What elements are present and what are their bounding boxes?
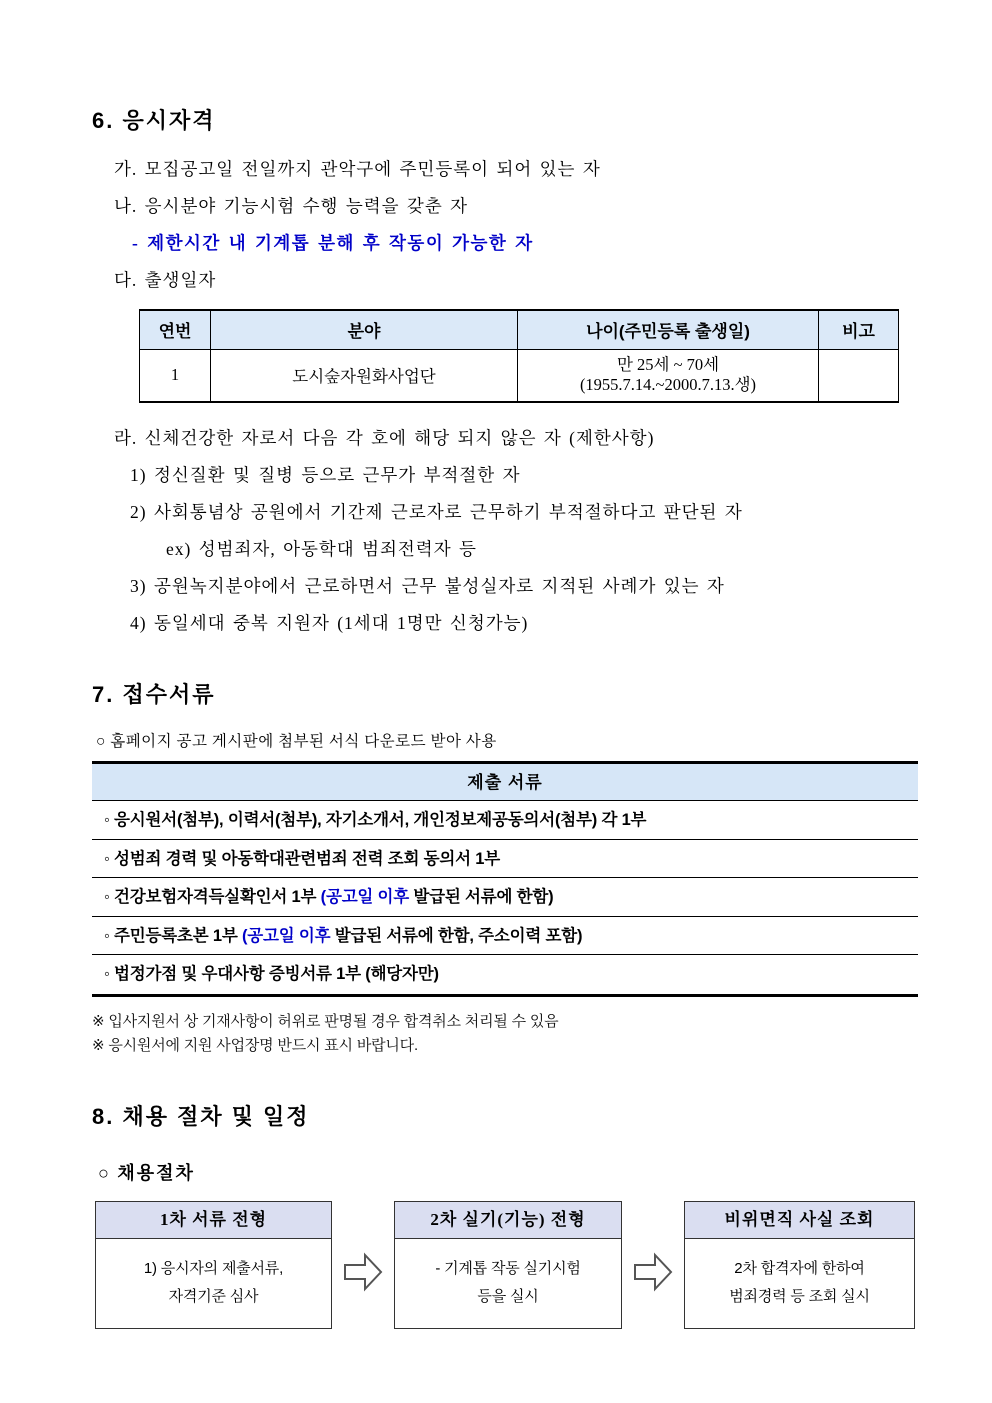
flow-step-2-line1: - 기계톱 작동 실기시험 — [435, 1260, 581, 1277]
row-text: ◦ 법정가점 및 우대사항 증빙서류 1부 (해당자만) — [104, 965, 439, 983]
submission-row-2 — [92, 840, 918, 879]
birthdate-table-header-row — [140, 310, 899, 349]
restriction-2-example: ex) 성범죄자, 아동학대 범죄전력자 등 — [166, 539, 477, 559]
row-text-blue: (공고일 이후 — [241, 926, 331, 945]
row-text-post: 발급된 서류에 한함) — [409, 888, 554, 906]
submission-table-header: 제출 서류 — [92, 764, 918, 801]
row-text: ◦ 주민등록초본 1부 — [104, 926, 242, 945]
row-text: ◦ 성범죄 경력 및 아동학대관련범죄 전력 조회 동의서 1부 — [104, 849, 500, 868]
birthdate-table — [139, 309, 899, 403]
flow-step-1 — [95, 1201, 332, 1329]
col-header-age: 나이(주민등록 출생일) — [518, 310, 819, 349]
submission-row-5 — [92, 955, 918, 994]
note-2: ※ 응시원서에 지원 사업장명 반드시 표시 바랍니다. — [92, 1036, 418, 1054]
right-arrow-icon — [633, 1250, 673, 1294]
eligibility-item-ra: 라. 신체건강한 자로서 다음 각 호에 해당 되지 않은 자 (제한사항) — [114, 428, 655, 448]
restriction-2: 2) 사회통념상 공원에서 기간제 근로자로 근무하기 부적절하다고 판단된 자 — [130, 502, 743, 522]
flow-step-2-line2: 등을 실시 — [477, 1288, 539, 1305]
col-header-note: 비고 — [819, 310, 899, 349]
cell-no: 1 — [140, 349, 211, 402]
row-text-blue: (공고일 이후 — [320, 888, 410, 906]
flow-step-1-header: 1차 서류 전형 — [96, 1202, 331, 1239]
row-text: ◦ 건강보험자격득실확인서 1부 — [104, 888, 321, 906]
restriction-1: 1) 정신질환 및 질병 등으로 근무가 부적절한 자 — [130, 465, 521, 485]
recruitment-process-flow — [95, 1201, 918, 1329]
cell-age — [518, 349, 819, 402]
submission-row-4 — [92, 917, 918, 956]
eligibility-item-ga: 가. 모집공고일 전일까지 관악구에 주민등록이 되어 있는 자 — [114, 159, 601, 179]
submission-row-3 — [92, 878, 918, 917]
eligibility-item-na: 나. 응시분야 기능시험 수행 능력을 갖춘 자 — [114, 196, 469, 216]
cell-age-line2: (1955.7.14.~2000.7.13.생) — [579, 375, 757, 395]
flow-step-3-line2: 범죄경력 등 조회 실시 — [729, 1288, 870, 1305]
flow-step-1-line1: 1) 응시자의 제출서류, — [143, 1260, 284, 1277]
flow-step-2-header: 2차 실기(기능) 전형 — [395, 1202, 621, 1239]
flow-step-2 — [394, 1201, 622, 1329]
flow-step-2-body — [395, 1239, 621, 1328]
eligibility-item-na-sub: - 제한시간 내 기계톱 분해 후 작동이 가능한 자 — [132, 233, 534, 253]
row-text: ◦ 응시원서(첨부), 이력서(첨부), 자기소개서, 개인정보제공동의서(첨부) 각 1부 — [104, 811, 647, 829]
section8-title: 8. 채용 절차 및 일정 — [92, 1103, 310, 1129]
restriction-4: 4) 동일세대 중복 지원자 (1세대 1명만 신청가능) — [130, 613, 529, 633]
flow-step-3-body — [685, 1239, 914, 1328]
col-header-field: 분야 — [211, 310, 518, 349]
flow-step-1-line2: 자격기준 심사 — [168, 1288, 259, 1305]
submission-documents-table — [92, 761, 918, 997]
cell-note — [819, 349, 899, 402]
table-row — [140, 349, 899, 402]
eligibility-item-da: 다. 출생일자 — [114, 270, 217, 290]
cell-age-line1: 만 25세 ~ 70세 — [616, 355, 720, 375]
section7-intro: ○ 홈페이지 공고 게시판에 첨부된 서식 다운로드 받아 사용 — [96, 733, 497, 750]
row-text-post: 발급된 서류에 한함, 주소이력 포함) — [330, 926, 583, 945]
cell-field: 도시숲자원화사업단 — [211, 349, 518, 402]
flow-step-3 — [684, 1201, 915, 1329]
restriction-3: 3) 공원녹지분야에서 근로하면서 근무 불성실자로 지적된 사례가 있는 자 — [130, 576, 725, 596]
submission-notes — [92, 1010, 918, 1058]
flow-step-3-line1: 2차 합격자에 한하여 — [734, 1260, 865, 1277]
section7-title: 7. 접수서류 — [92, 682, 216, 707]
flow-step-3-header: 비위면직 사실 조회 — [685, 1202, 914, 1239]
flow-step-1-body — [96, 1239, 331, 1328]
section6-title: 6. 응시자격 — [92, 108, 216, 133]
note-1: ※ 입사지원서 상 기재사항이 허위로 판명될 경우 합격취소 처리될 수 있음 — [92, 1012, 559, 1030]
right-arrow-icon — [343, 1250, 383, 1294]
recruitment-process-subtitle: ○ 채용절차 — [98, 1162, 195, 1183]
col-header-no: 연번 — [140, 310, 211, 349]
submission-row-1 — [92, 801, 918, 840]
